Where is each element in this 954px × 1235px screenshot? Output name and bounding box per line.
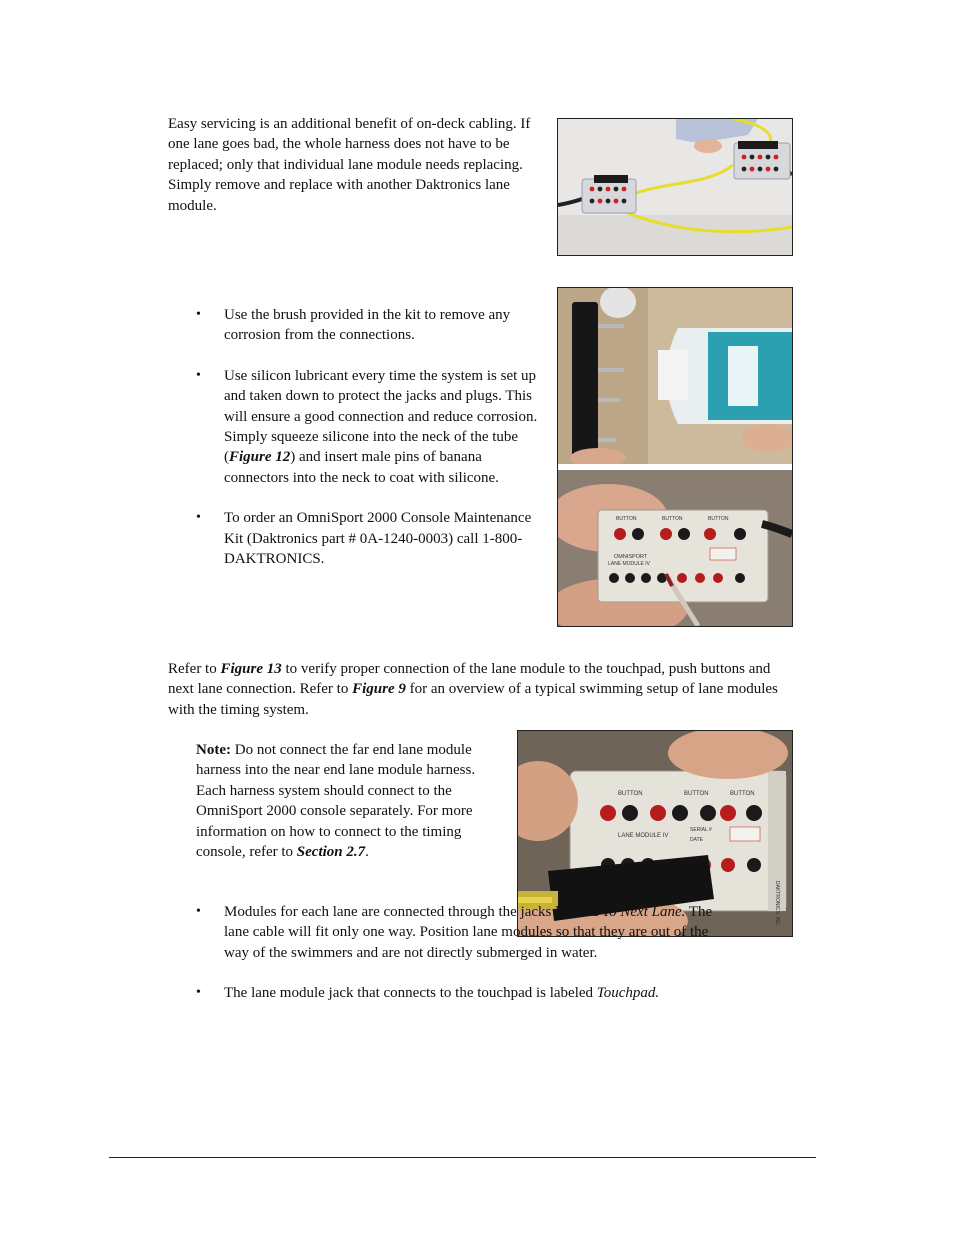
connection-paragraph-part1: Refer to	[168, 661, 221, 677]
bullet-touchpad	[196, 983, 716, 1003]
fig13-label-button-1: BUTTON	[618, 791, 643, 797]
module-brand-line1: OMNISPORT	[614, 554, 648, 560]
connection-paragraph	[168, 659, 798, 720]
bullet-next-lane-text-end: The lane cable will fit only one way. Position lane modules so that they are out of the way of the swimmers and are not directly submerged in water.	[224, 904, 713, 961]
bullet-next-lane	[196, 902, 716, 963]
module-label-button-1: BUTTON	[616, 516, 637, 522]
fig13-maker-label: DAKTRONICS, INC.	[774, 881, 780, 927]
figure-12-reference: Figure 12	[229, 449, 291, 466]
bullet-lubricant-text-end: ) and insert male pins of banana connectors into the neck to coat with silicone.	[224, 449, 499, 486]
note-text: Do not connect the far end lane module harness into the near end lane module harness. Each harness system should connect to the OmniSport 2000 console separately. For more information on how to connect to the timing console, refer to	[196, 742, 476, 861]
bullet-order-kit-text: To order an OmniSport 2000 Console Maintenance Kit (Daktronics part # 0A-1240-0003) call 1-800-DAKTRONICS.	[224, 510, 532, 568]
photo-silicone-and-brush	[557, 287, 793, 627]
figure-9-reference: Figure 9	[352, 681, 406, 698]
fig13-date-label: DATE	[690, 837, 703, 843]
footer-rule	[109, 1157, 816, 1158]
module-label-button-2: BUTTON	[662, 516, 683, 522]
connection-paragraph-part3: for an overview of a typical swimming setup of lane modules with the timing system.	[168, 681, 778, 718]
bullet-brush-text: Use the brush provided in the kit to remove any corrosion from the connections.	[224, 307, 511, 344]
touchpad-label: Touchpad.	[596, 985, 660, 1002]
bullet-lubricant-text: Use silicon lubricant every time the system is set up and taken down to protect the jacks and plugs. This will ensure a good connection and reduce corrosion. Simply squeeze silicone into the neck of the tube (	[224, 367, 538, 466]
bullet-order-kit	[196, 508, 546, 569]
fig13-label-button-2: BUTTON	[684, 791, 709, 797]
fig13-serial-label: SERIAL #	[690, 827, 712, 833]
bullet-brush	[196, 305, 546, 346]
connection-paragraph-part2: to verify proper connection of the lane module to the touchpad, push buttons and next lane connection. Refer to	[168, 661, 771, 698]
maintenance-bullet-list	[196, 305, 546, 569]
note-paragraph	[196, 740, 508, 862]
note-end: .	[365, 844, 369, 861]
bullet-next-lane-text: Modules for each lane are connected through the jacks labeled	[224, 904, 603, 920]
figure-13-reference: Figure 13	[220, 661, 282, 677]
photo-lane-modules-cable	[557, 118, 793, 256]
fig13-label-button-3: BUTTON	[730, 791, 755, 797]
note-label: Note:	[196, 742, 231, 758]
bullet-touchpad-text: The lane module jack that connects to the touchpad is labeled	[224, 985, 597, 1002]
connection-bullet-list	[196, 902, 716, 1004]
module-brand-line2: LANE MODULE IV	[608, 561, 650, 567]
section-2-7-reference: Section 2.7	[296, 844, 366, 861]
intro-paragraph: Easy servicing is an additional benefit of on-deck cabling. If one lane goes bad, the whole harness does not have to be replaced; only that individual lane module needs replacing. Simply remove and replace with another Daktronics lane module.	[168, 116, 531, 214]
bullet-lubricant	[196, 366, 546, 488]
to-next-lane-label: To Next Lane.	[602, 904, 686, 920]
module-label-button-3: BUTTON	[708, 516, 729, 522]
fig13-brand-line: LANE MODULE IV	[618, 833, 669, 839]
